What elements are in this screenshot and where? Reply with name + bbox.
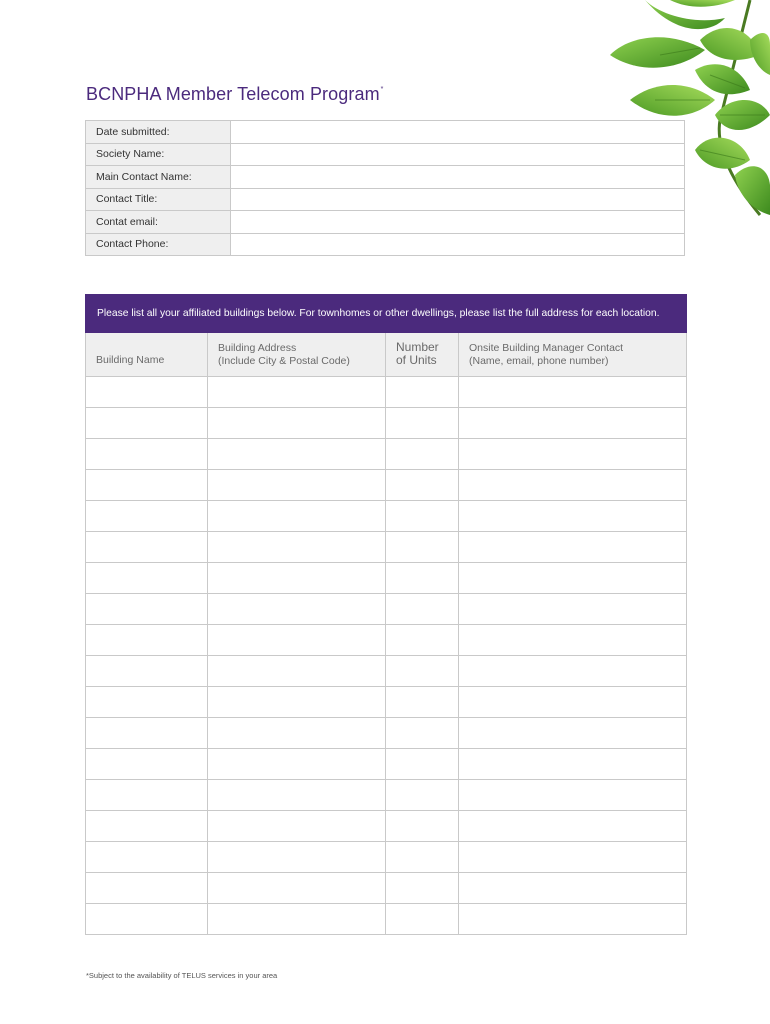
- table-row: [86, 594, 687, 625]
- building-name-cell[interactable]: [86, 625, 208, 656]
- building-address-cell[interactable]: [208, 780, 386, 811]
- manager-contact-cell[interactable]: [459, 904, 687, 935]
- column-header-label: Number: [396, 340, 439, 354]
- table-row: [86, 625, 687, 656]
- table-row: [86, 842, 687, 873]
- society-name-label: Society Name:: [86, 143, 231, 166]
- building-name-cell[interactable]: [86, 749, 208, 780]
- table-row: [86, 408, 687, 439]
- contact-title-field[interactable]: [231, 188, 685, 211]
- buildings-instruction: Please list all your affiliated buildings below. For townhomes or other dwellings, please list the full address for each location.: [86, 295, 687, 333]
- number-of-units-cell[interactable]: [386, 470, 459, 501]
- number-of-units-cell[interactable]: [386, 873, 459, 904]
- info-row: [86, 233, 685, 256]
- form-title-text: BCNPHA Member Telecom Program: [86, 84, 380, 104]
- info-row: [86, 166, 685, 189]
- building-name-cell[interactable]: [86, 842, 208, 873]
- building-address-cell[interactable]: [208, 842, 386, 873]
- building-name-cell[interactable]: [86, 470, 208, 501]
- manager-contact-cell[interactable]: [459, 687, 687, 718]
- building-name-cell[interactable]: [86, 873, 208, 904]
- building-address-cell[interactable]: [208, 594, 386, 625]
- building-address-cell[interactable]: [208, 439, 386, 470]
- number-of-units-cell[interactable]: [386, 377, 459, 408]
- number-of-units-cell[interactable]: [386, 563, 459, 594]
- society-name-field[interactable]: [231, 143, 685, 166]
- table-row: [86, 718, 687, 749]
- building-address-cell[interactable]: [208, 687, 386, 718]
- number-of-units-cell[interactable]: [386, 656, 459, 687]
- manager-contact-cell[interactable]: [459, 532, 687, 563]
- info-row: [86, 143, 685, 166]
- number-of-units-cell[interactable]: [386, 501, 459, 532]
- building-address-cell[interactable]: [208, 749, 386, 780]
- manager-contact-cell[interactable]: [459, 501, 687, 532]
- number-of-units-cell[interactable]: [386, 904, 459, 935]
- contact-phone-label: Contact Phone:: [86, 233, 231, 256]
- column-header-building-address: [208, 333, 386, 377]
- building-name-cell[interactable]: [86, 687, 208, 718]
- building-name-cell[interactable]: [86, 439, 208, 470]
- building-name-cell[interactable]: [86, 656, 208, 687]
- manager-contact-cell[interactable]: [459, 811, 687, 842]
- number-of-units-cell[interactable]: [386, 811, 459, 842]
- table-row: [86, 780, 687, 811]
- number-of-units-cell[interactable]: [386, 842, 459, 873]
- main-contact-name-field[interactable]: [231, 166, 685, 189]
- building-name-cell[interactable]: [86, 377, 208, 408]
- building-address-cell[interactable]: [208, 408, 386, 439]
- building-name-cell[interactable]: [86, 718, 208, 749]
- building-address-cell[interactable]: [208, 873, 386, 904]
- number-of-units-cell[interactable]: [386, 687, 459, 718]
- manager-contact-cell[interactable]: [459, 625, 687, 656]
- column-header-label: Building Address: [218, 342, 297, 354]
- building-address-cell[interactable]: [208, 718, 386, 749]
- building-name-cell[interactable]: [86, 563, 208, 594]
- column-header-number-of-units: [386, 333, 459, 377]
- table-row: [86, 501, 687, 532]
- manager-contact-cell[interactable]: [459, 873, 687, 904]
- number-of-units-cell[interactable]: [386, 594, 459, 625]
- contact-info-table: [85, 120, 685, 256]
- building-address-cell[interactable]: [208, 377, 386, 408]
- manager-contact-cell[interactable]: [459, 718, 687, 749]
- manager-contact-cell[interactable]: [459, 842, 687, 873]
- contact-email-label: Contat email:: [86, 211, 231, 234]
- number-of-units-cell[interactable]: [386, 718, 459, 749]
- number-of-units-cell[interactable]: [386, 625, 459, 656]
- column-header-label: Building Name: [96, 354, 165, 366]
- info-row: [86, 211, 685, 234]
- table-row: [86, 687, 687, 718]
- manager-contact-cell[interactable]: [459, 377, 687, 408]
- manager-contact-cell[interactable]: [459, 749, 687, 780]
- building-name-cell[interactable]: [86, 811, 208, 842]
- contact-title-label: Contact Title:: [86, 188, 231, 211]
- form-title: [86, 84, 384, 105]
- number-of-units-cell[interactable]: [386, 780, 459, 811]
- building-name-cell[interactable]: [86, 408, 208, 439]
- manager-contact-cell[interactable]: [459, 439, 687, 470]
- column-header-sublabel: (Name, email, phone number): [469, 355, 609, 367]
- contact-email-field[interactable]: [231, 211, 685, 234]
- table-row: [86, 811, 687, 842]
- table-row: [86, 904, 687, 935]
- table-row: [86, 749, 687, 780]
- date-submitted-field[interactable]: [231, 121, 685, 144]
- building-address-cell[interactable]: [208, 625, 386, 656]
- date-submitted-label: Date submitted:: [86, 121, 231, 144]
- manager-contact-cell[interactable]: [459, 656, 687, 687]
- column-header-building-name: [86, 333, 208, 377]
- main-contact-name-label: Main Contact Name:: [86, 166, 231, 189]
- manager-contact-cell[interactable]: [459, 470, 687, 501]
- building-rows: [86, 377, 687, 935]
- building-name-cell[interactable]: [86, 501, 208, 532]
- contact-phone-field[interactable]: [231, 233, 685, 256]
- building-address-cell[interactable]: [208, 470, 386, 501]
- table-row: [86, 656, 687, 687]
- manager-contact-cell[interactable]: [459, 563, 687, 594]
- building-address-cell[interactable]: [208, 501, 386, 532]
- buildings-table: [85, 294, 687, 935]
- info-row: [86, 121, 685, 144]
- table-row: [86, 470, 687, 501]
- building-name-cell[interactable]: [86, 780, 208, 811]
- building-address-cell[interactable]: [208, 656, 386, 687]
- building-name-cell[interactable]: [86, 594, 208, 625]
- building-name-cell[interactable]: [86, 904, 208, 935]
- table-row: [86, 873, 687, 904]
- building-address-cell[interactable]: [208, 532, 386, 563]
- table-row: [86, 532, 687, 563]
- number-of-units-cell[interactable]: [386, 439, 459, 470]
- number-of-units-cell[interactable]: [386, 532, 459, 563]
- table-row: [86, 439, 687, 470]
- manager-contact-cell[interactable]: [459, 780, 687, 811]
- column-header-sublabel: (Include City & Postal Code): [218, 355, 350, 367]
- column-header-sublabel: of Units: [396, 353, 437, 367]
- manager-contact-cell[interactable]: [459, 594, 687, 625]
- footnote: *Subject to the availability of TELUS services in your area: [86, 971, 278, 980]
- column-header-label: Onsite Building Manager Contact: [469, 342, 624, 354]
- buildings-banner-row: [86, 295, 687, 333]
- building-address-cell[interactable]: [208, 563, 386, 594]
- column-header-manager-contact: [459, 333, 687, 377]
- table-row: [86, 563, 687, 594]
- manager-contact-cell[interactable]: [459, 408, 687, 439]
- number-of-units-cell[interactable]: [386, 408, 459, 439]
- number-of-units-cell[interactable]: [386, 749, 459, 780]
- table-row: [86, 377, 687, 408]
- building-name-cell[interactable]: [86, 532, 208, 563]
- building-address-cell[interactable]: [208, 811, 386, 842]
- info-row: [86, 188, 685, 211]
- buildings-header-row: [86, 333, 687, 377]
- title-footnote-mark: *: [380, 86, 384, 93]
- building-address-cell[interactable]: [208, 904, 386, 935]
